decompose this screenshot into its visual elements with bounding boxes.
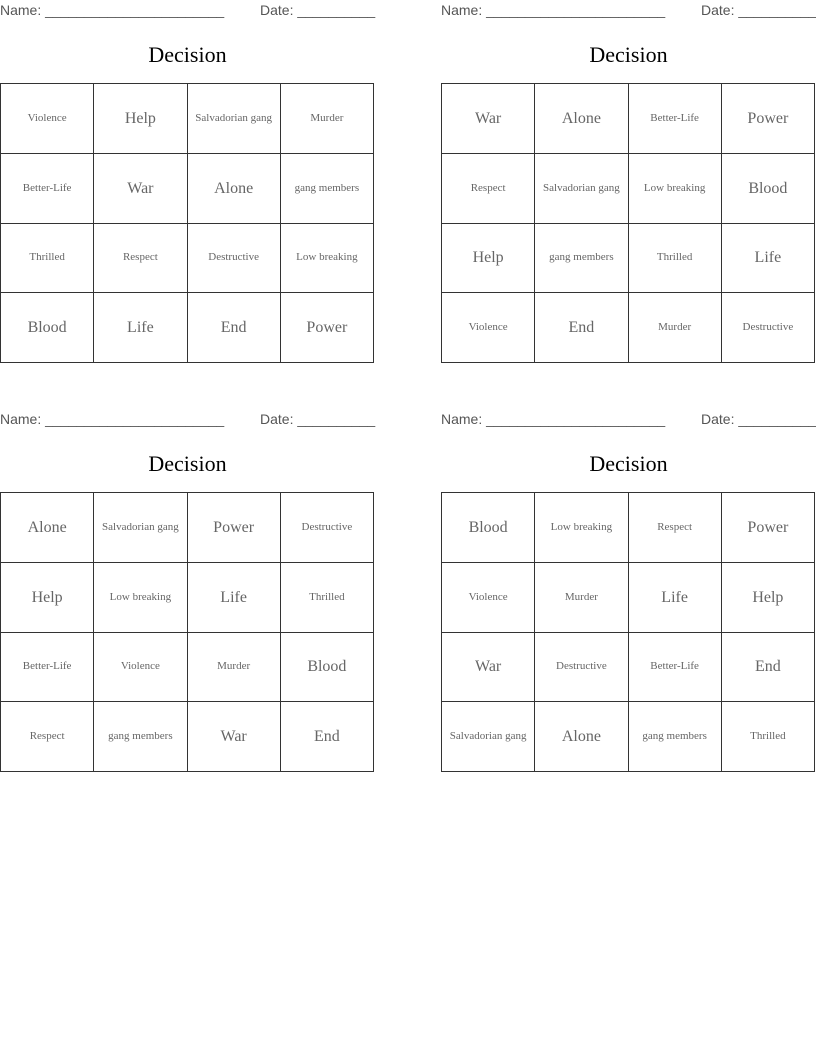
bingo-cell[interactable]: Help xyxy=(1,563,94,633)
card-header xyxy=(441,411,816,429)
bingo-cell[interactable]: Thrilled xyxy=(722,702,815,772)
bingo-cell[interactable]: War xyxy=(94,154,187,224)
bingo-cell[interactable]: Alone xyxy=(188,154,281,224)
bingo-cell[interactable]: Destructive xyxy=(281,493,374,563)
bingo-cell[interactable]: End xyxy=(722,633,815,703)
bingo-cell[interactable]: Life xyxy=(188,563,281,633)
bingo-cell[interactable]: Alone xyxy=(535,702,628,772)
bingo-cell[interactable]: gang members xyxy=(281,154,374,224)
bingo-cell[interactable]: End xyxy=(535,293,628,363)
bingo-cell[interactable]: Murder xyxy=(535,563,628,633)
bingo-cell[interactable]: War xyxy=(442,84,535,154)
bingo-cell[interactable]: Power xyxy=(188,493,281,563)
bingo-cell[interactable]: Low breaking xyxy=(94,563,187,633)
bingo-grid xyxy=(0,492,374,772)
bingo-cell[interactable]: Better-Life xyxy=(629,633,722,703)
bingo-cell[interactable]: Murder xyxy=(188,633,281,703)
name-field[interactable]: Name: _______________________ xyxy=(441,411,666,427)
bingo-cell[interactable]: Respect xyxy=(629,493,722,563)
bingo-cell[interactable]: Murder xyxy=(281,84,374,154)
bingo-cell[interactable]: Salvadorian gang xyxy=(535,154,628,224)
bingo-cell[interactable]: Life xyxy=(722,224,815,294)
bingo-cell[interactable]: Low breaking xyxy=(535,493,628,563)
bingo-cell[interactable]: gang members xyxy=(94,702,187,772)
bingo-cell[interactable]: Blood xyxy=(281,633,374,703)
bingo-cell[interactable]: Salvadorian gang xyxy=(442,702,535,772)
bingo-card xyxy=(441,0,816,337)
date-field[interactable]: Date: __________ xyxy=(260,411,376,427)
bingo-cell[interactable]: Destructive xyxy=(535,633,628,703)
bingo-cell[interactable]: Alone xyxy=(1,493,94,563)
bingo-cell[interactable]: Better-Life xyxy=(1,154,94,224)
bingo-cell[interactable]: Thrilled xyxy=(629,224,722,294)
name-field[interactable]: Name: _______________________ xyxy=(0,411,225,427)
bingo-cell[interactable]: Violence xyxy=(94,633,187,703)
bingo-cell[interactable]: Respect xyxy=(442,154,535,224)
bingo-cell[interactable]: Thrilled xyxy=(281,563,374,633)
bingo-cell[interactable]: Better-Life xyxy=(1,633,94,703)
bingo-cell[interactable]: Blood xyxy=(722,154,815,224)
bingo-cell[interactable]: Destructive xyxy=(722,293,815,363)
bingo-cell[interactable]: Better-Life xyxy=(629,84,722,154)
bingo-cell[interactable]: Help xyxy=(442,224,535,294)
card-title: Decision xyxy=(589,451,668,476)
bingo-cell[interactable]: Power xyxy=(722,493,815,563)
bingo-cell[interactable]: Violence xyxy=(442,293,535,363)
bingo-cell[interactable]: Murder xyxy=(629,293,722,363)
bingo-cell[interactable]: Alone xyxy=(535,84,628,154)
bingo-cell[interactable]: Power xyxy=(722,84,815,154)
bingo-cell[interactable]: Respect xyxy=(1,702,94,772)
card-title: Decision xyxy=(589,42,668,67)
bingo-grid xyxy=(441,492,815,772)
bingo-cell[interactable]: Blood xyxy=(1,293,94,363)
bingo-cell[interactable]: Respect xyxy=(94,224,187,294)
bingo-cell[interactable]: Life xyxy=(94,293,187,363)
bingo-grid xyxy=(0,83,374,363)
bingo-cell[interactable]: War xyxy=(188,702,281,772)
card-title: Decision xyxy=(148,42,227,67)
card-header xyxy=(0,411,375,429)
bingo-cell[interactable]: gang members xyxy=(629,702,722,772)
card-title: Decision xyxy=(148,451,227,476)
bingo-cell[interactable]: War xyxy=(442,633,535,703)
bingo-cell[interactable]: Blood xyxy=(442,493,535,563)
bingo-cell[interactable]: Thrilled xyxy=(1,224,94,294)
name-field[interactable]: Name: _______________________ xyxy=(441,2,666,18)
bingo-cell[interactable]: Life xyxy=(629,563,722,633)
bingo-cell[interactable]: Help xyxy=(722,563,815,633)
date-field[interactable]: Date: __________ xyxy=(701,411,816,427)
bingo-cell[interactable]: Salvadorian gang xyxy=(94,493,187,563)
bingo-card xyxy=(441,409,816,746)
bingo-cell[interactable]: Destructive xyxy=(188,224,281,294)
name-field[interactable]: Name: _______________________ xyxy=(0,2,225,18)
bingo-cell[interactable]: Low breaking xyxy=(629,154,722,224)
bingo-cell[interactable]: End xyxy=(188,293,281,363)
date-field[interactable]: Date: __________ xyxy=(260,2,376,18)
card-header xyxy=(0,2,375,20)
bingo-card xyxy=(0,409,376,746)
bingo-cell[interactable]: gang members xyxy=(535,224,628,294)
bingo-cell[interactable]: Help xyxy=(94,84,187,154)
date-field[interactable]: Date: __________ xyxy=(701,2,816,18)
bingo-cell[interactable]: Violence xyxy=(442,563,535,633)
bingo-cell[interactable]: Violence xyxy=(1,84,94,154)
bingo-grid xyxy=(441,83,815,363)
bingo-cell[interactable]: Power xyxy=(281,293,374,363)
bingo-cell[interactable]: Low breaking xyxy=(281,224,374,294)
bingo-cell[interactable]: End xyxy=(281,702,374,772)
bingo-cell[interactable]: Salvadorian gang xyxy=(188,84,281,154)
card-header xyxy=(441,2,816,20)
bingo-card xyxy=(0,0,376,337)
